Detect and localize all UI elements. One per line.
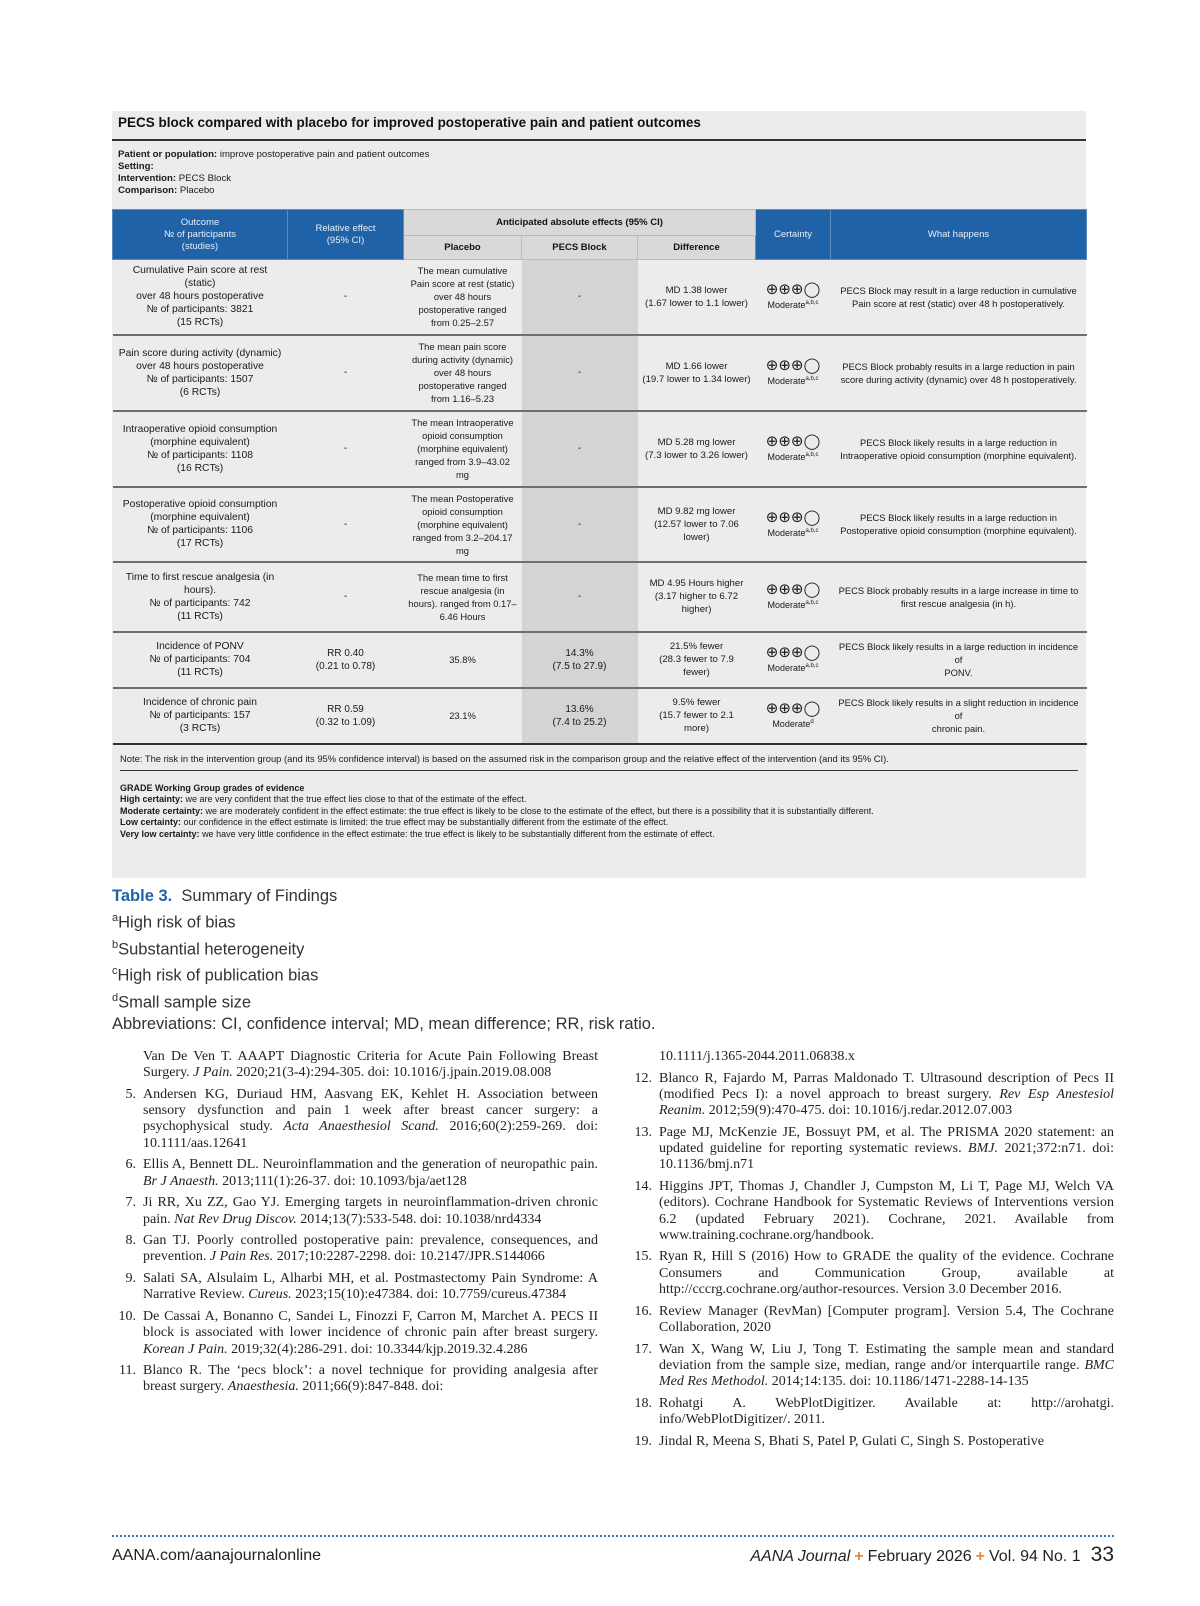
header-difference: Difference xyxy=(638,236,756,260)
table-meta xyxy=(112,141,1086,209)
certainty-level: Moderate xyxy=(767,600,806,610)
reference-item xyxy=(628,1125,1114,1174)
what-happens-cell: PECS Block may result in a large reduction in cumulative Pain score at rest (static) over 48 h postoperatively. xyxy=(831,260,1087,335)
page-number: 33 xyxy=(1090,1543,1114,1566)
footer-date: February 2026 xyxy=(867,1548,972,1565)
grade-item xyxy=(120,817,1078,829)
reference-number: 10. xyxy=(118,1308,136,1324)
relative-effect-cell: - xyxy=(288,487,404,562)
relative-effect-cell: - xyxy=(288,411,404,487)
certainty-cell xyxy=(756,487,831,562)
outcome-cell: Cumulative Pain score at rest (static) over 48 hours postoperative № of participants: 3821 (15 RCTs) xyxy=(113,260,288,335)
difference-cell: MD 4.95 Hours higher (3.17 higher to 6.72 higher) xyxy=(638,562,756,632)
certainty-cell xyxy=(756,260,831,335)
table-row xyxy=(113,487,1087,562)
difference-cell: MD 1.66 lower (19.7 lower to 1.34 lower) xyxy=(638,335,756,411)
certainty-label xyxy=(760,716,827,731)
reference-text: Ellis A, Bennett DL. Neuroinflammation and the generation of neuropathic pain. Br J Anaesth. 2013;111(1):26-37. doi: 10.1093/bja/aet128 xyxy=(143,1157,598,1189)
certainty-level: Moderate xyxy=(767,376,806,386)
certainty-label xyxy=(760,449,827,464)
certainty-level: Moderate xyxy=(767,452,806,462)
footer-website[interactable]: AANA.com/aanajournalonline xyxy=(112,1547,322,1564)
reference-number: 9. xyxy=(125,1271,136,1287)
reference-text: Ji RR, Xu ZZ, Gao YJ. Emerging targets in neuroinflammation-driven chronic pain. Nat Rev Drug Discov. 2014;13(7):533-548. doi: 10.1038/nrd4334 xyxy=(143,1195,598,1227)
caption-title: Summary of Findings xyxy=(181,887,338,905)
header-what-happens: What happens xyxy=(831,210,1087,260)
grade-item-text: we are moderately confident in the effect estimate: the true effect is likely to be close to the estimate of the effect, but there is a possibility that it is substantially different. xyxy=(205,805,874,816)
certainty-cell xyxy=(756,562,831,632)
grade-item xyxy=(120,806,1078,818)
certainty-rating-icon: ⊕⊕⊕◯ xyxy=(765,280,821,299)
reference-item xyxy=(628,1249,1114,1298)
what-happens-cell: PECS Block likely results in a large reduction in Postoperative opioid consumption (morphine equivalent). xyxy=(831,487,1087,562)
pecs-block-cell: - xyxy=(522,487,638,562)
grade-legend xyxy=(112,771,1086,841)
certainty-cell xyxy=(756,411,831,487)
outcome-cell: Postoperative opioid consumption (morphine equivalent) № of participants: 1106 (17 RCTs) xyxy=(113,487,288,562)
grade-item-text: we have very little confidence in the effect estimate: the true effect is likely to be substantially different from the estimate of effect. xyxy=(202,828,715,839)
reference-item xyxy=(112,1049,598,1082)
certainty-footnote-marks: a,b,c xyxy=(805,600,819,606)
population-value: improve postoperative pain and patient outcomes xyxy=(219,149,430,160)
difference-cell: MD 5.28 mg lower (7.3 lower to 3.26 lower) xyxy=(638,411,756,487)
certainty-rating-icon: ⊕⊕⊕◯ xyxy=(765,643,821,661)
pecs-block-cell: - xyxy=(522,411,638,487)
table-row xyxy=(113,562,1087,632)
outcome-cell: Incidence of chronic pain № of participants: 157 (3 RCTs) xyxy=(113,688,288,744)
placebo-cell: The mean Postoperative opioid consumption (morphine equivalent) ranged from 3.2–204.17 mg xyxy=(404,487,522,562)
reference-item xyxy=(628,1434,1114,1450)
what-happens-cell: PECS Block probably results in a large reduction in pain score during activity (dynamic) over 48 h postoperatively. xyxy=(831,335,1087,411)
reference-number: 7. xyxy=(125,1195,136,1211)
footnote-text: Small sample size xyxy=(118,993,252,1011)
difference-cell: 9.5% fewer (15.7 fewer to 2.1 more) xyxy=(638,688,756,744)
reference-number: 15. xyxy=(634,1249,652,1265)
certainty-footnote-marks: a,b,c xyxy=(805,663,819,669)
reference-item xyxy=(628,1396,1114,1429)
reference-item xyxy=(112,1195,598,1228)
reference-number: 17. xyxy=(634,1341,652,1357)
comparison-label: Comparison: xyxy=(118,185,178,196)
reference-text: De Cassai A, Bonanno C, Sandei L, Finozzi F, Carron M, Marchet A. PECS II block is associated with lower incidence of chronic pain after breast surgery. Korean J Pain. 2019;32(4):286-291. doi: 10.3344/kjp.2019.32.4.286 xyxy=(143,1308,598,1357)
table-row xyxy=(113,411,1087,487)
table-row xyxy=(113,260,1087,335)
relative-effect-cell: - xyxy=(288,562,404,632)
reference-item xyxy=(112,1233,598,1266)
footnote-mark: c xyxy=(112,965,118,977)
what-happens-cell: PECS Block likely results in a slight reduction in incidence of chronic pain. xyxy=(831,688,1087,744)
table-note: Note: The risk in the intervention group (and its 95% confidence interval) is based on the assumed risk in the comparison group and the relative effect of the intervention (and its 95% CI). xyxy=(120,745,1078,771)
reference-item xyxy=(112,1363,598,1396)
reference-number: 8. xyxy=(125,1233,136,1249)
grade-item-text: we are very confident that the true effect lies close to that of the estimate of the effect. xyxy=(185,794,527,804)
footer-journal-name: AANA Journal xyxy=(750,1548,851,1565)
grade-item xyxy=(120,794,1078,806)
difference-cell: MD 1.38 lower (1.67 lower to 1.1 lower) xyxy=(638,260,756,335)
population-label: Patient or population: xyxy=(118,149,218,160)
grade-heading: GRADE Working Group grades of evidence xyxy=(120,782,305,793)
reference-item xyxy=(628,1342,1114,1391)
reference-item xyxy=(112,1087,598,1152)
outcome-cell: Time to first rescue analgesia (in hours). № of participants: 742 (11 RCTs) xyxy=(113,562,288,632)
footer-journal-info xyxy=(750,1543,1114,1567)
caption-footnote xyxy=(112,907,1012,934)
caption-label: Table 3. xyxy=(112,887,173,905)
reference-item xyxy=(628,1179,1114,1244)
placebo-cell: The mean time to first rescue analgesia (in hours). ranged from 0.17– 6.46 Hours xyxy=(404,562,522,632)
reference-text: Salati SA, Alsulaim L, Alharbi MH, et al. Postmastectomy Pain Syndrome: A Narrative Review. Cureus. 2023;15(10):e47384. doi: 10.7759/cureus.47384 xyxy=(143,1271,598,1303)
reference-text: 10.1111/j.1365-2044.2011.06838.x xyxy=(659,1049,855,1064)
reference-number: 6. xyxy=(125,1157,136,1173)
pecs-block-cell: - xyxy=(522,335,638,411)
certainty-rating-icon: ⊕⊕⊕◯ xyxy=(765,356,821,374)
reference-number: 13. xyxy=(634,1124,652,1140)
pecs-block-cell: 14.3% (7.5 to 27.9) xyxy=(522,632,638,688)
header-pecs-block: PECS Block xyxy=(522,236,638,260)
certainty-footnote-marks: a,b,c xyxy=(805,300,819,307)
header-relative-effect: Relative effect (95% CI) xyxy=(288,210,404,260)
references-right-column xyxy=(628,1049,1114,1455)
certainty-level: Moderate xyxy=(767,300,806,311)
grade-item-label: Low certainty: xyxy=(120,817,182,827)
intervention-label: Intervention: xyxy=(118,173,177,184)
reference-text: Gan TJ. Poorly controlled postoperative pain: prevalence, consequences, and prevention. J Pain Res. 2017;10:2287-2298. doi: 10.2147/JPR.S144066 xyxy=(143,1233,598,1265)
certainty-rating-icon: ⊕⊕⊕◯ xyxy=(765,699,821,717)
summary-of-findings-figure xyxy=(112,111,1086,878)
outcome-cell: Incidence of PONV № of participants: 704 (11 RCTs) xyxy=(113,632,288,688)
pecs-block-cell: - xyxy=(522,562,638,632)
table-row xyxy=(113,632,1087,688)
reference-text: Blanco R, Fajardo M, Parras Maldonado T. Ultrasound description of Pecs II (modified Pecs I): a novel approach to breast surgery. Rev Esp Anestesiol Reanim. 2012;59(9):470-475. doi: 10.1016/j.redar.2012.07.003 xyxy=(659,1070,1114,1119)
caption-abbreviations: Abbreviations: CI, confidence interval; MD, mean difference; RR, risk ratio. xyxy=(112,1015,656,1033)
reference-text: Blanco R. The ‘pecs block’: a novel technique for providing analgesia after breast surgery. Anaesthesia. 2011;66(9):847-848. doi: xyxy=(143,1363,598,1395)
difference-cell: MD 9.82 mg lower (12.57 lower to 7.06 lower) xyxy=(638,487,756,562)
reference-item xyxy=(112,1271,598,1304)
table-row xyxy=(113,335,1087,411)
placebo-cell: The mean pain score during activity (dynamic) over 48 hours postoperative ranged from 1.16–5.23 xyxy=(404,335,522,411)
reference-text: Ryan R, Hill S (2016) How to GRADE the quality of the evidence. Cochrane Consumers and Communication Group, available at http://cccrg.cochrane.org/author-resources. Version 3.0 December 2016. xyxy=(659,1249,1114,1298)
setting-label: Setting: xyxy=(118,161,154,172)
certainty-footnote-marks: a,b,c xyxy=(805,527,819,534)
certainty-label xyxy=(760,660,827,675)
plus-separator-icon: + xyxy=(975,1548,986,1565)
pecs-block-cell: - xyxy=(522,260,638,335)
certainty-label xyxy=(760,297,827,312)
references-left-column xyxy=(112,1049,598,1401)
reference-item xyxy=(628,1304,1114,1337)
grade-item-label: High certainty: xyxy=(120,794,184,804)
grade-item xyxy=(120,829,1078,841)
relative-effect-cell: RR 0.40 (0.21 to 0.78) xyxy=(288,632,404,688)
footnote-mark: b xyxy=(112,938,119,951)
outcome-cell: Intraoperative opioid consumption (morphine equivalent) № of participants: 1108 (16 RCTs) xyxy=(113,411,288,487)
placebo-cell: The mean Intraoperative opioid consumption (morphine equivalent) ranged from 3.9–43.02 mg xyxy=(404,411,522,487)
table-row xyxy=(113,688,1087,744)
certainty-footnote-marks: a,b,c xyxy=(805,376,819,382)
caption-footnote xyxy=(112,934,1012,961)
reference-text: Wan X, Wang W, Liu J, Tong T. Estimating the sample mean and standard deviation from the sample size, median, range and/or interquartile range. BMC Med Res Methodol. 2014;14:135. doi: 10.1186/1471-2288-14-135 xyxy=(659,1341,1114,1390)
footnote-text: Substantial heterogeneity xyxy=(118,940,305,958)
reference-text: Higgins JPT, Thomas J, Chandler J, Cumpston M, Li T, Page MJ, Welch VA (editors). Cochrane Handbook for Systematic Reviews of Interventions version 6.2 (updated February 2021). Cochrane, 2021. Available from www.training.cochrane.org/handbook. xyxy=(659,1178,1114,1243)
table-caption xyxy=(112,885,1012,1035)
intervention-value: PECS Block xyxy=(178,173,232,184)
header-anticipated-effects: Anticipated absolute effects (95% CI) xyxy=(404,210,756,236)
certainty-footnote-marks: d xyxy=(810,719,814,725)
certainty-level: Moderate xyxy=(767,663,806,673)
pecs-block-cell: 13.6% (7.4 to 25.2) xyxy=(522,688,638,744)
reference-number: 18. xyxy=(634,1395,652,1411)
header-outcome: Outcome № of participants (studies) xyxy=(113,210,288,260)
reference-text: Andersen KG, Duriaud HM, Aasvang EK, Kehlet H. Association between sensory dysfunction and pain 1 week after breast cancer surgery: a psychophysical study. Acta Anaesthesiol Scand. 2016;60(2):259-269. doi: 10.1111/aas.12641 xyxy=(143,1086,598,1151)
caption-footnote xyxy=(112,987,1012,1014)
certainty-footnote-marks: a,b,c xyxy=(805,452,819,458)
what-happens-cell: PECS Block likely results in a large reduction in incidence of PONV. xyxy=(831,632,1087,688)
placebo-cell: The mean cumulative Pain score at rest (static) over 48 hours postoperative ranged from 0.25–2.57 xyxy=(404,260,522,335)
certainty-level: Moderate xyxy=(772,719,811,729)
reference-item xyxy=(112,1157,598,1190)
relative-effect-cell: RR 0.59 (0.32 to 1.09) xyxy=(288,688,404,744)
certainty-label xyxy=(760,597,827,612)
what-happens-cell: PECS Block probably results in a large increase in time to first rescue analgesia (in h). xyxy=(831,562,1087,632)
reference-number: 16. xyxy=(634,1303,652,1319)
reference-item xyxy=(628,1049,1114,1065)
findings-table xyxy=(112,209,1087,745)
reference-text: Rohatgi A. WebPlotDigitizer. Available at: http://arohatgi. info/WebPlotDigitizer/. 2011. xyxy=(659,1395,1114,1428)
reference-text: Page MJ, McKenzie JE, Bossuyt PM, et al. The PRISMA 2020 statement: an updated guideline for reporting systematic reviews. BMJ. 2021;372:n71. doi: 10.1136/bmj.n71 xyxy=(659,1124,1114,1173)
certainty-cell xyxy=(756,632,831,688)
certainty-level: Moderate xyxy=(767,527,806,538)
difference-cell: 21.5% fewer (28.3 fewer to 7.9 fewer) xyxy=(638,632,756,688)
reference-text: Jindal R, Meena S, Bhati S, Patel P, Gulati C, Singh S. Postoperative xyxy=(659,1433,1044,1449)
header-certainty: Certainty xyxy=(756,210,831,260)
reference-number: 14. xyxy=(634,1178,652,1194)
footnote-mark: a xyxy=(112,912,119,924)
relative-effect-cell: - xyxy=(288,260,404,335)
reference-number: 12. xyxy=(634,1070,652,1086)
certainty-rating-icon: ⊕⊕⊕◯ xyxy=(765,432,821,450)
outcome-cell: Pain score during activity (dynamic) over 48 hours postoperative № of participants: 1507 (6 RCTs) xyxy=(113,335,288,411)
relative-effect-cell: - xyxy=(288,335,404,411)
certainty-cell xyxy=(756,335,831,411)
reference-number: 11. xyxy=(119,1363,136,1379)
caption-footnote xyxy=(112,960,1012,987)
comparison-value: Placebo xyxy=(179,185,215,196)
footer-volume: Vol. 94 No. 1 xyxy=(989,1548,1081,1565)
table-title: PECS block compared with placebo for improved postoperative pain and patient outcomes xyxy=(112,111,1086,141)
reference-text: Review Manager (RevMan) [Computer program]. Version 5.4, The Cochrane Collaboration, 2020 xyxy=(659,1303,1114,1335)
certainty-label xyxy=(760,525,827,540)
reference-number: 19. xyxy=(634,1433,652,1449)
footnote-text: High risk of publication bias xyxy=(117,966,319,985)
header-placebo: Placebo xyxy=(404,236,522,260)
certainty-rating-icon: ⊕⊕⊕◯ xyxy=(765,507,821,526)
reference-text: Van De Ven T. AAAPT Diagnostic Criteria for Acute Pain Following Breast Surgery. J Pain. 2020;21(3-4):294-305. doi: 10.1016/j.jpain.2019.08.008 xyxy=(143,1049,598,1081)
grade-item-label: Very low certainty: xyxy=(120,828,200,839)
reference-item xyxy=(628,1071,1114,1120)
certainty-rating-icon: ⊕⊕⊕◯ xyxy=(765,580,821,598)
certainty-cell xyxy=(756,688,831,744)
grade-item-label: Moderate certainty: xyxy=(120,805,204,816)
placebo-cell: 23.1% xyxy=(404,688,522,744)
reference-number: 5. xyxy=(125,1086,136,1102)
plus-separator-icon: + xyxy=(854,1548,864,1565)
certainty-label xyxy=(760,373,827,388)
what-happens-cell: PECS Block likely results in a large reduction in Intraoperative opioid consumption (morphine equivalent). xyxy=(831,411,1087,487)
footnote-mark: d xyxy=(112,991,119,1004)
footer-divider xyxy=(112,1535,1114,1537)
reference-item xyxy=(112,1309,598,1358)
grade-item-text: our confidence in the effect estimate is limited: the true effect may be substantially different from the estimate of the effect. xyxy=(183,817,669,827)
footnote-text: High risk of bias xyxy=(118,913,236,932)
placebo-cell: 35.8% xyxy=(404,632,522,688)
